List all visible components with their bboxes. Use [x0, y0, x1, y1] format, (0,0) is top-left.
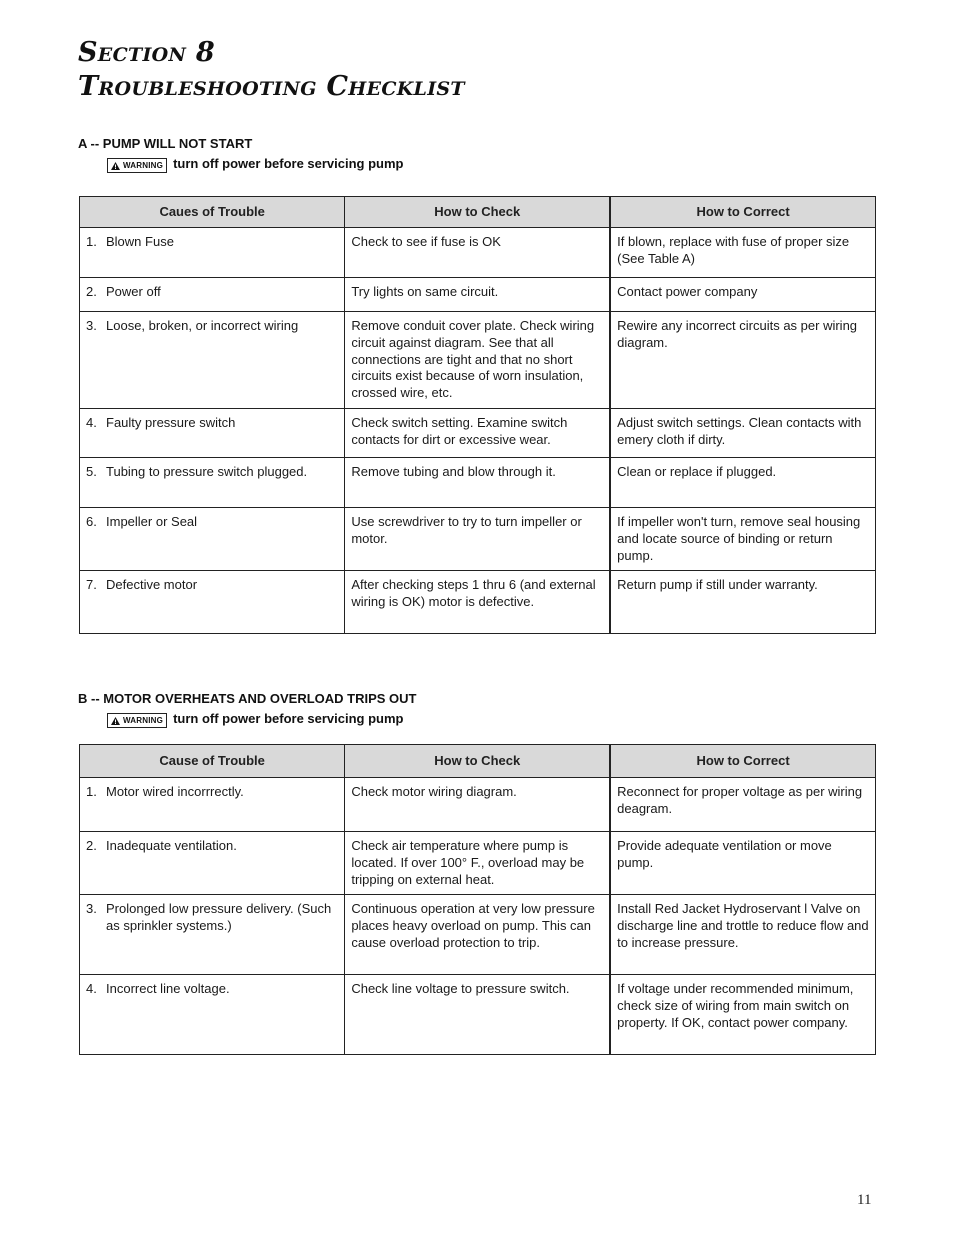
cause-cell	[80, 458, 345, 508]
cause-text: Blown Fuse	[106, 234, 174, 249]
table-row	[80, 778, 876, 832]
warning-triangle-icon	[111, 162, 120, 170]
warning-triangle-icon	[111, 717, 120, 725]
correct-cell: Install Red Jacket Hydroservant l Valve on discharge line and trottle to reduce flow and to increase pressure.	[610, 895, 875, 975]
row-number: 3.	[86, 901, 97, 917]
cause-text: Impeller or Seal	[106, 514, 198, 529]
column-header-check: How to Check	[345, 197, 610, 228]
warning-badge	[107, 158, 167, 173]
row-number: 3.	[86, 318, 97, 333]
part-b-heading: B -- MOTOR OVERHEATS AND OVERLOAD TRIPS OUT	[78, 691, 417, 706]
page-number: 11	[857, 1192, 872, 1208]
table-row	[80, 409, 876, 458]
correct-cell: If voltage under recommended minimum, check size of wiring from main switch on property. If OK, contact power company.	[610, 975, 875, 1055]
section-number: Section 8	[78, 37, 215, 68]
check-cell: Check to see if fuse is OK	[345, 228, 610, 278]
table-row	[80, 312, 876, 409]
check-cell: Remove conduit cover plate. Check wiring circuit against diagram. See that all connections are tight and that no short circuits exist because of worn insulation, crossed wire, etc.	[345, 312, 610, 409]
cause-text: Faulty pressure switch	[106, 415, 236, 430]
correct-cell: Adjust switch settings. Clean contacts with emery cloth if dirty.	[610, 409, 875, 458]
cause-text: Loose, broken, or incorrect wiring	[106, 318, 299, 333]
table-row	[80, 458, 876, 508]
cause-text: Defective motor	[106, 577, 198, 593]
check-cell: Try lights on same circuit.	[345, 278, 610, 312]
cause-cell	[80, 571, 345, 634]
row-number: 7.	[86, 577, 97, 593]
cause-cell	[80, 508, 345, 571]
cause-cell	[80, 312, 345, 409]
cause-text: Inadequate ventilation.	[106, 838, 237, 853]
troubleshooting-table-b	[79, 744, 876, 1055]
cause-cell	[80, 228, 345, 278]
cause-cell	[80, 895, 345, 975]
check-cell: Check switch setting. Examine switch contacts for dirt or excessive wear.	[345, 409, 610, 458]
row-number: 5.	[86, 464, 97, 479]
warning-text: turn off power before servicing pump	[173, 710, 404, 726]
correct-cell: Reconnect for proper voltage as per wiring deagram.	[610, 778, 875, 832]
cause-cell	[80, 778, 345, 832]
cause-cell	[80, 832, 345, 895]
column-header-cause: Caues of Trouble	[80, 197, 345, 228]
warning-text: turn off power before servicing pump	[173, 155, 404, 171]
table-header-row	[80, 197, 876, 228]
row-number: 1.	[86, 784, 97, 799]
table-row	[80, 975, 876, 1055]
row-number: 6.	[86, 514, 97, 529]
correct-cell: Clean or replace if plugged.	[610, 458, 875, 508]
part-a-warning	[107, 153, 404, 173]
cause-text: Prolonged low pressure delivery. (Such as sprinkler systems.)	[106, 901, 332, 934]
row-number: 2.	[86, 838, 97, 853]
table-header-row	[80, 745, 876, 778]
correct-cell: Return pump if still under warranty.	[610, 571, 875, 634]
check-cell: After checking steps 1 thru 6 (and external wiring is OK) motor is defective.	[345, 571, 610, 634]
cause-text: Incorrect line voltage.	[106, 981, 230, 997]
cause-text: Motor wired incorrrectly.	[106, 784, 244, 799]
check-cell: Remove tubing and blow through it.	[345, 458, 610, 508]
check-cell: Check motor wiring diagram.	[345, 778, 610, 832]
row-number: 4.	[86, 415, 97, 430]
row-number: 4.	[86, 981, 97, 997]
column-header-cause: Cause of Trouble	[80, 745, 345, 778]
correct-cell: Rewire any incorrect circuits as per wiring diagram.	[610, 312, 875, 409]
table-row	[80, 571, 876, 634]
correct-cell: If blown, replace with fuse of proper size (See Table A)	[610, 228, 875, 278]
correct-cell: Contact power company	[610, 278, 875, 312]
troubleshooting-table-a	[79, 196, 876, 634]
check-cell: Use screwdriver to try to turn impeller or motor.	[345, 508, 610, 571]
table-row	[80, 895, 876, 975]
cause-cell	[80, 975, 345, 1055]
correct-cell: Provide adequate ventilation or move pump.	[610, 832, 875, 895]
column-header-check: How to Check	[345, 745, 610, 778]
check-cell: Continuous operation at very low pressure places heavy overload on pump. This can cause overload protection to trip.	[345, 895, 610, 975]
correct-cell: If impeller won't turn, remove seal housing and locate source of binding or return pump.	[610, 508, 875, 571]
table-row	[80, 832, 876, 895]
section-name: Troubleshooting Checklist	[78, 71, 465, 102]
table-row	[80, 228, 876, 278]
check-cell: Check line voltage to pressure switch.	[345, 975, 610, 1055]
check-cell: Check air temperature where pump is located. If over 100° F., overload may be tripping on external heat.	[345, 832, 610, 895]
part-b-warning	[107, 708, 404, 728]
cause-cell	[80, 278, 345, 312]
column-header-correct: How to Correct	[610, 745, 875, 778]
warning-badge-label: WARNING	[123, 161, 164, 170]
table-row	[80, 508, 876, 571]
cause-text: Tubing to pressure switch plugged.	[106, 464, 308, 479]
warning-badge-label: WARNING	[123, 716, 164, 725]
section-title	[78, 36, 465, 104]
row-number: 2.	[86, 284, 97, 299]
cause-cell	[80, 409, 345, 458]
table-row	[80, 278, 876, 312]
column-header-correct: How to Correct	[610, 197, 875, 228]
row-number: 1.	[86, 234, 97, 249]
cause-text: Power off	[106, 284, 161, 299]
part-a-heading: A -- PUMP WILL NOT START	[78, 136, 253, 151]
warning-badge	[107, 713, 167, 728]
